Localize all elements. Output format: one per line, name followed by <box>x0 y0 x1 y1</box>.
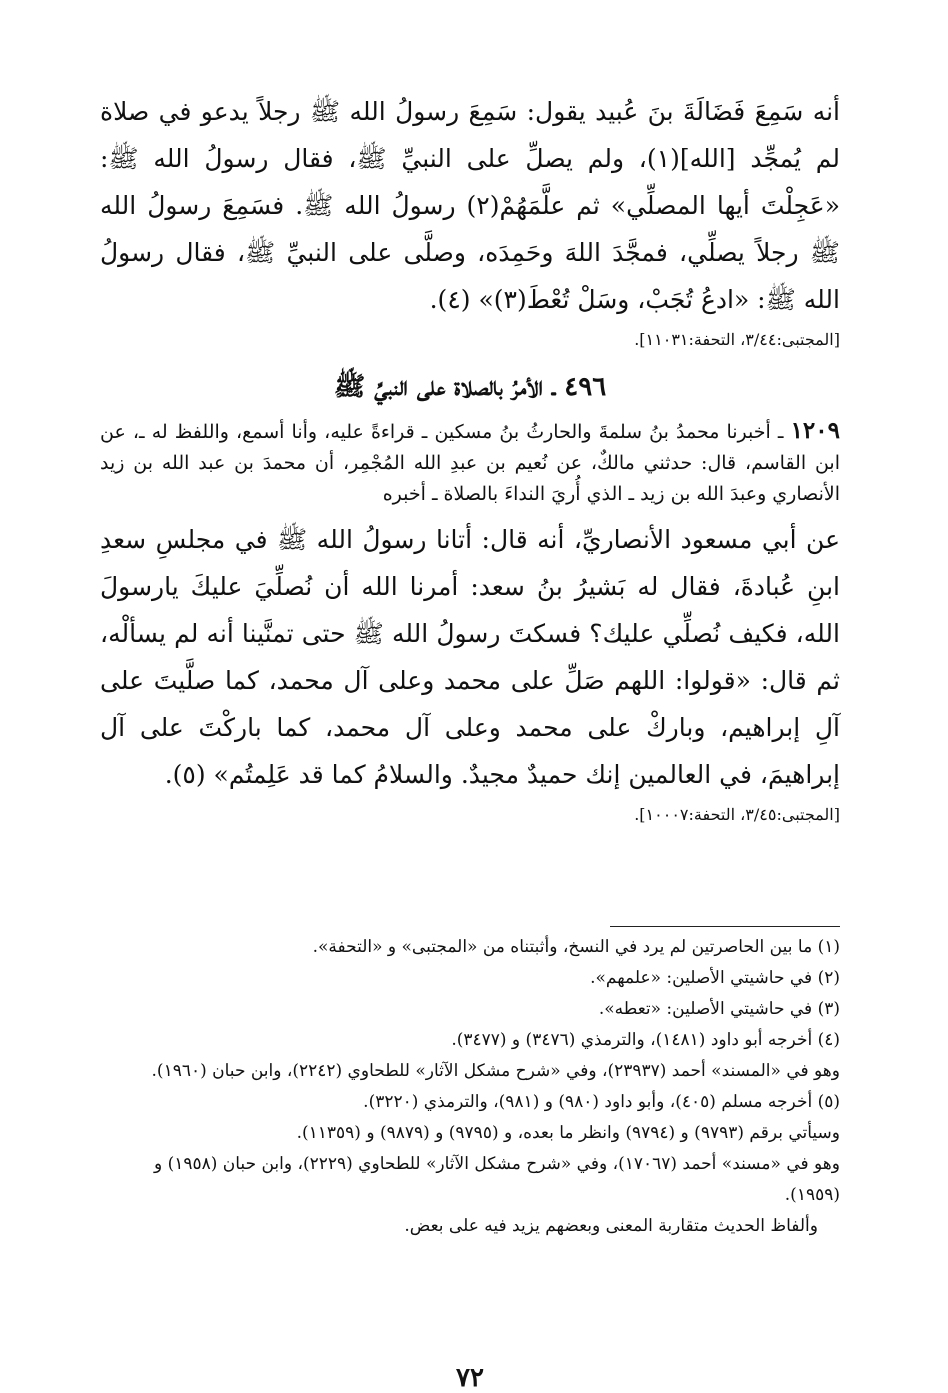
footnote: (٣) في حاشيتي الأصلين: «تعطه». <box>598 999 840 1019</box>
hadith-reference: [المجتبى:٣/٤٥، التحفة:١٠٠٠٧]. <box>634 805 840 824</box>
footnotes <box>100 932 840 1242</box>
footnote: وهو في «المسند» أحمد (٢٣٩٣٧)، وفي «شرح مشكل الآثار» للطحاوي (٢٢٤٢)، وابن حبان (١٩٦٠). <box>151 1061 840 1081</box>
footnote: (٢) في حاشيتي الأصلين: «علمهم». <box>590 968 840 988</box>
footnote: وسيأتي برقم (٩٧٩٣) و (٩٧٩٤) وانظر ما بعده، و (٩٧٩٥) و (٩٨٧٩) و (١١٣٥٩). <box>296 1123 840 1143</box>
isnad-text: ـ أخبرنا محمدُ بنُ سلمةَ والحارثُ بنُ مسكين ـ قراءةً عليه، وأنا أسمع، واللفظ له ـ، عن ابن القاسم، قال: حدثني مالكٌ، عن نُعيم بن عبدِ الله المُجْمِر، أن محمدَ بن عبد الله بن زيد الأنصاري وعبدَ الله بن زيد ـ الذي أُريَ النداءَ بالصلاة ـ أخبره <box>100 421 840 505</box>
previous-hadith-text: أنه سَمِعَ فَضَالَةَ بنَ عُبيد يقول: سَمِعَ رسولُ الله ﷺ رجلاً يدعو في صلاة لم يُمجِّد [الله](١)، ولم يصلِّ على النبيِّ ﷺ، فقال رسولُ الله ﷺ: «عَجِلْتَ أيها المصلِّي» ثم علَّمَهُمْ(٢) رسولُ الله ﷺ. فسَمِعَ رسولُ الله ﷺ رجلاً يصلِّي، فمجَّدَ اللهَ وحَمِدَه، وصلَّى على النبيِّ ﷺ، فقال رسولُ الله ﷺ: «ادعُ تُجَبْ، وسَلْ تُعْطَ(٣)» (٤). <box>100 97 840 314</box>
footnote-separator <box>610 926 840 927</box>
document-page <box>100 88 840 1393</box>
footnote: (٤) أخرجه أبو داود (١٤٨١)، والترمذي (٣٤٧٦) و (٣٤٧٧). <box>451 1030 840 1050</box>
hadith-isnad <box>100 415 840 510</box>
footnote: (١) ما بين الحاصرتين لم يرد في النسخ، وأثبتناه من «المجتبى» و «التحفة». <box>312 937 840 957</box>
chapter-heading: ٤٩٦ ـ الأمرُ بالصلاة على النبيِّ ﷺ <box>333 372 607 402</box>
hadith-number: ١٢٠٩ <box>790 417 840 444</box>
footnote: وهو في «مسند» أحمد (١٧٠٦٧)، وفي «شرح مشكل الآثار» للطحاوي (٢٢٢٩)، وابن حبان (١٩٥٨) و (١٩٥٩). <box>153 1154 840 1205</box>
previous-hadith-reference: [المجتبى:٣/٤٤، التحفة:١١٠٣١]. <box>634 330 840 349</box>
hadith-matn: عن أبي مسعود الأنصاريِّ، أنه قال: أتانا رسولُ الله ﷺ في مجلسِ سعدِ ابنِ عُبادةَ، فقال له بَشيرُ بنُ سعد: أمرنا الله أن نُصلِّيَ عليكَ يارسولَ الله، فكيف نُصلِّي عليك؟ فسكتَ رسولُ الله ﷺ حتى تمنَّينا أنه لم يسألْه، ثم قال: «قولوا: اللهم صَلِّ على محمد وعلى آل محمد، كما صلَّيتَ على آلِ إبراهيم، وباركْ على محمد وعلى آل محمد، كما باركْتَ على آل إبراهيمَ، في العالمين إنك حميدٌ مجيدٌ. والسلامُ كما قد عَلِمتُم» (٥). <box>100 525 840 789</box>
page-number: ٧٢ <box>456 1363 484 1393</box>
footnote: (٥) أخرجه مسلم (٤٠٥)، وأبو داود (٩٨٠) و (٩٨١)، والترمذي (٣٢٢٠). <box>363 1092 840 1112</box>
footnote: وألفاظ الحديث متقاربة المعنى وبعضهم يزيد فيه على بعض. <box>404 1216 818 1236</box>
